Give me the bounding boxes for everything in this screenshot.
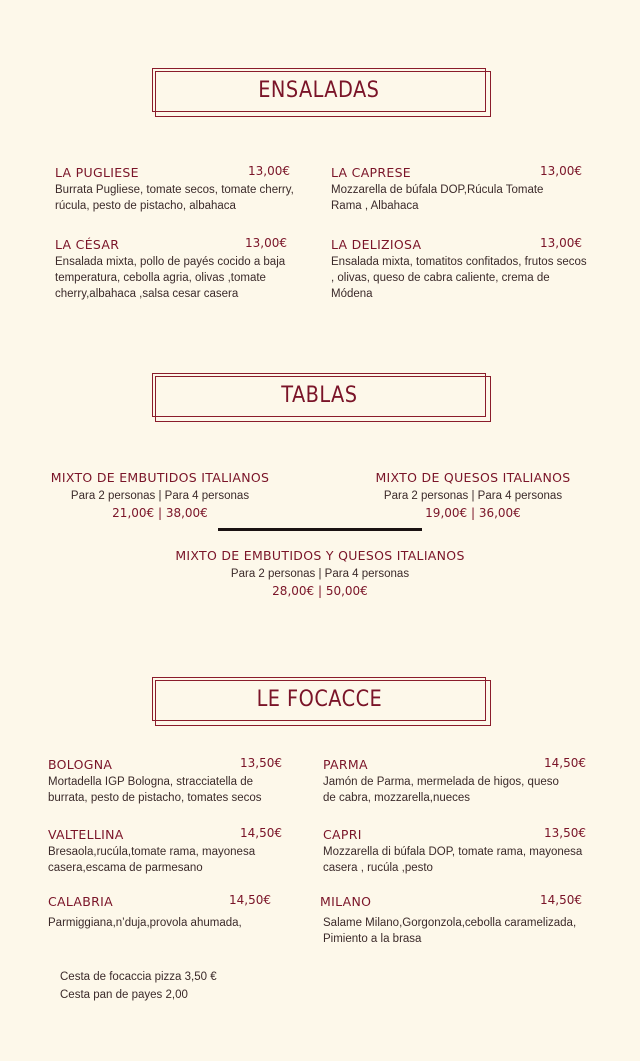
item-price: 13,00€: [540, 164, 582, 178]
tabla-price: 19,00€ | 36,00€: [425, 506, 521, 520]
item-name: CALABRIA: [48, 894, 113, 909]
tabla-portions: Para 2 personas | Para 4 personas: [230, 568, 410, 580]
item-description: Burrata Pugliese, tomate secos, tomate cherry, rúcula, pesto de pistacho, albahaca: [55, 184, 294, 212]
tablas-header: [152, 373, 486, 417]
tabla-price: 28,00€ | 50,00€: [272, 584, 368, 598]
menu-item-calabria: [48, 894, 298, 931]
section-title: TABLAS: [280, 382, 358, 408]
item-name: LA PUGLIESE: [55, 165, 139, 180]
item-name: BOLOGNA: [48, 757, 113, 772]
item-price: 13,00€: [540, 236, 582, 250]
item-name: LA DELIZIOSA: [331, 237, 422, 252]
item-name: PARMA: [323, 757, 368, 772]
item-name: CAPRI: [323, 827, 362, 842]
tabla-price: 21,00€ | 38,00€: [112, 506, 208, 520]
tabla-embutidos-quesos: [160, 547, 480, 600]
item-description: Jamón de Parma, mermelada de higos, queso de cabra, mozzarella,nueces: [323, 776, 559, 804]
item-description: Parmiggiana,n’duja,provola ahumada,: [48, 917, 242, 929]
divider: [218, 528, 422, 531]
item-description: Mozzarella di búfala DOP, tomate rama, mayonesa casera , rucúla ,pesto: [323, 846, 583, 874]
tabla-name: MIXTO DE EMBUTIDOS ITALIANOS: [50, 470, 270, 485]
tabla-quesos: [353, 469, 593, 522]
menu-item-la-deliziosa: [331, 237, 591, 302]
item-price: 14,50€: [544, 756, 586, 770]
item-price: 13,00€: [248, 164, 290, 178]
menu-item-capri: [323, 827, 603, 876]
item-description: Mortadella IGP Bologna, stracciatella de burrata, pesto de pistacho, tomates secos: [48, 776, 262, 804]
item-price: 14,50€: [240, 826, 282, 840]
item-name: MILANO: [320, 894, 372, 909]
ensaladas-header: [152, 68, 486, 112]
item-description: Salame Milano,Gorgonzola,cebolla caramelizada, Pimiento a la brasa: [323, 917, 577, 945]
menu-item-la-pugliese: [55, 165, 295, 214]
tabla-embutidos: [40, 469, 280, 522]
item-price: 14,50€: [229, 893, 271, 907]
menu-item-bologna: [48, 757, 288, 806]
section-title: LE FOCACCE: [256, 686, 382, 712]
menu-item-la-caprese: [331, 165, 583, 214]
menu-item-valtellina: [48, 827, 288, 876]
extras-note: [60, 968, 217, 1004]
menu-item-milano: [320, 894, 605, 947]
item-price: 13,50€: [240, 756, 282, 770]
extra-pan: Cesta pan de payes 2,00: [60, 989, 188, 1001]
item-name: LA CÉSAR: [55, 237, 120, 252]
item-price: 13,00€: [245, 236, 287, 250]
item-price: 14,50€: [540, 893, 582, 907]
tabla-name: MIXTO DE QUESOS ITALIANOS: [375, 470, 571, 485]
menu-item-la-cesar: [55, 237, 295, 302]
tabla-portions: Para 2 personas | Para 4 personas: [70, 490, 250, 502]
menu-item-parma: [323, 757, 593, 806]
item-name: LA CAPRESE: [331, 165, 412, 180]
item-price: 13,50€: [544, 826, 586, 840]
section-title: ENSALADAS: [258, 77, 380, 103]
focacce-header: [152, 677, 486, 721]
item-description: Ensalada mixta, pollo de payés cocido a baja temperatura, cebolla agria, olivas ,tomate cherry,albahaca ,salsa cesar casera: [55, 256, 286, 300]
item-name: VALTELLINA: [48, 827, 124, 842]
tabla-name: MIXTO DE EMBUTIDOS Y QUESOS ITALIANOS: [175, 548, 465, 563]
tabla-portions: Para 2 personas | Para 4 personas: [383, 490, 563, 502]
item-description: Bresaola,rucúla,tomate rama, mayonesa casera,escama de parmesano: [48, 846, 256, 874]
extra-focaccia: Cesta de focaccia pizza 3,50 €: [60, 971, 217, 983]
item-description: Ensalada mixta, tomatitos confitados, frutos secos , olivas, queso de cabra caliente, crema de Módena: [331, 256, 587, 300]
item-description: Mozzarella de búfala DOP,Rúcula Tomate Rama , Albahaca: [331, 184, 544, 212]
